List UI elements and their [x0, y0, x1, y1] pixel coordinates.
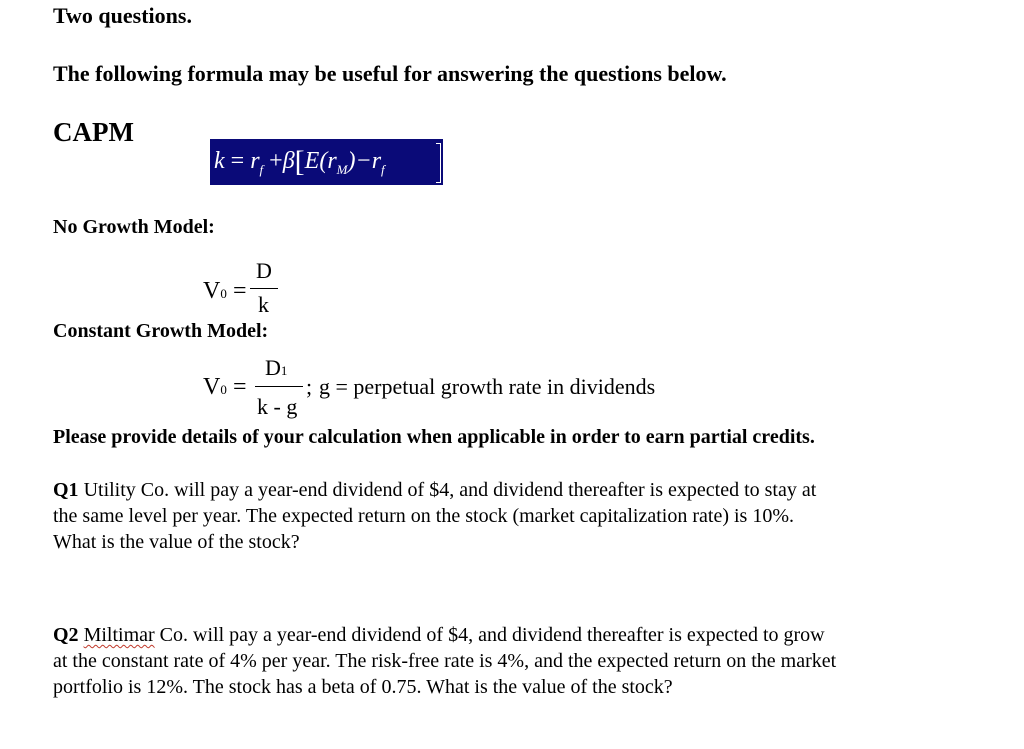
q1-line-1: Q1 Utility Co. will pay a year-end dividend of $4, and dividend thereafter is expected to stay at [53, 479, 817, 501]
no-growth-denominator: k [258, 292, 269, 317]
q2-company-word: Miltimar [83, 624, 155, 646]
no-growth-equals: = [233, 278, 247, 304]
capm-formula: $k = r_f +\beta[E(r_M)-r_f$ [214, 145, 385, 178]
capm-label: CAPM [53, 117, 134, 147]
q2-line-2: at the constant rate of 4% per year. The risk-free rate is 4%, and the expected return on the market [53, 650, 837, 672]
constant-growth-equals: = [233, 374, 247, 400]
capm-bracket-right [436, 143, 441, 183]
no-growth-fraction-line [250, 288, 278, 289]
constant-growth-title: Constant Growth Model: [53, 320, 269, 342]
q2-label: Q2 [53, 624, 79, 646]
capm-formula-box [210, 139, 443, 185]
constant-growth-semicolon: ; [306, 374, 313, 399]
no-growth-lhs: V0 [203, 278, 227, 304]
constant-growth-numerator: D1 [265, 355, 288, 380]
q2-line-1: Q2 Miltimar Co. will pay a year-end dividend of $4, and dividend thereafter is expected to grow [53, 624, 825, 646]
constant-growth-denominator: k - g [257, 394, 298, 419]
intro-text: The following formula may be useful for answering the questions below. [53, 61, 727, 86]
constant-growth-fraction-line [255, 386, 303, 387]
page-heading: Two questions. [53, 3, 192, 28]
instructions-text: Please provide details of your calculation when applicable in order to earn partial credits. [53, 426, 815, 448]
constant-growth-lhs: V0 [203, 374, 227, 400]
growth-rate-definition: g = perpetual growth rate in dividends [319, 374, 656, 399]
q1-line-2: the same level per year. The expected return on the stock (market capitalization rate) is 10%. [53, 505, 794, 527]
q1-label: Q1 [53, 479, 79, 501]
no-growth-numerator: D [256, 258, 272, 283]
q1-line-3: What is the value of the stock? [53, 531, 300, 553]
no-growth-title: No Growth Model: [53, 216, 215, 238]
q2-line-3: portfolio is 12%. The stock has a beta of 0.75. What is the value of the stock? [53, 676, 673, 698]
